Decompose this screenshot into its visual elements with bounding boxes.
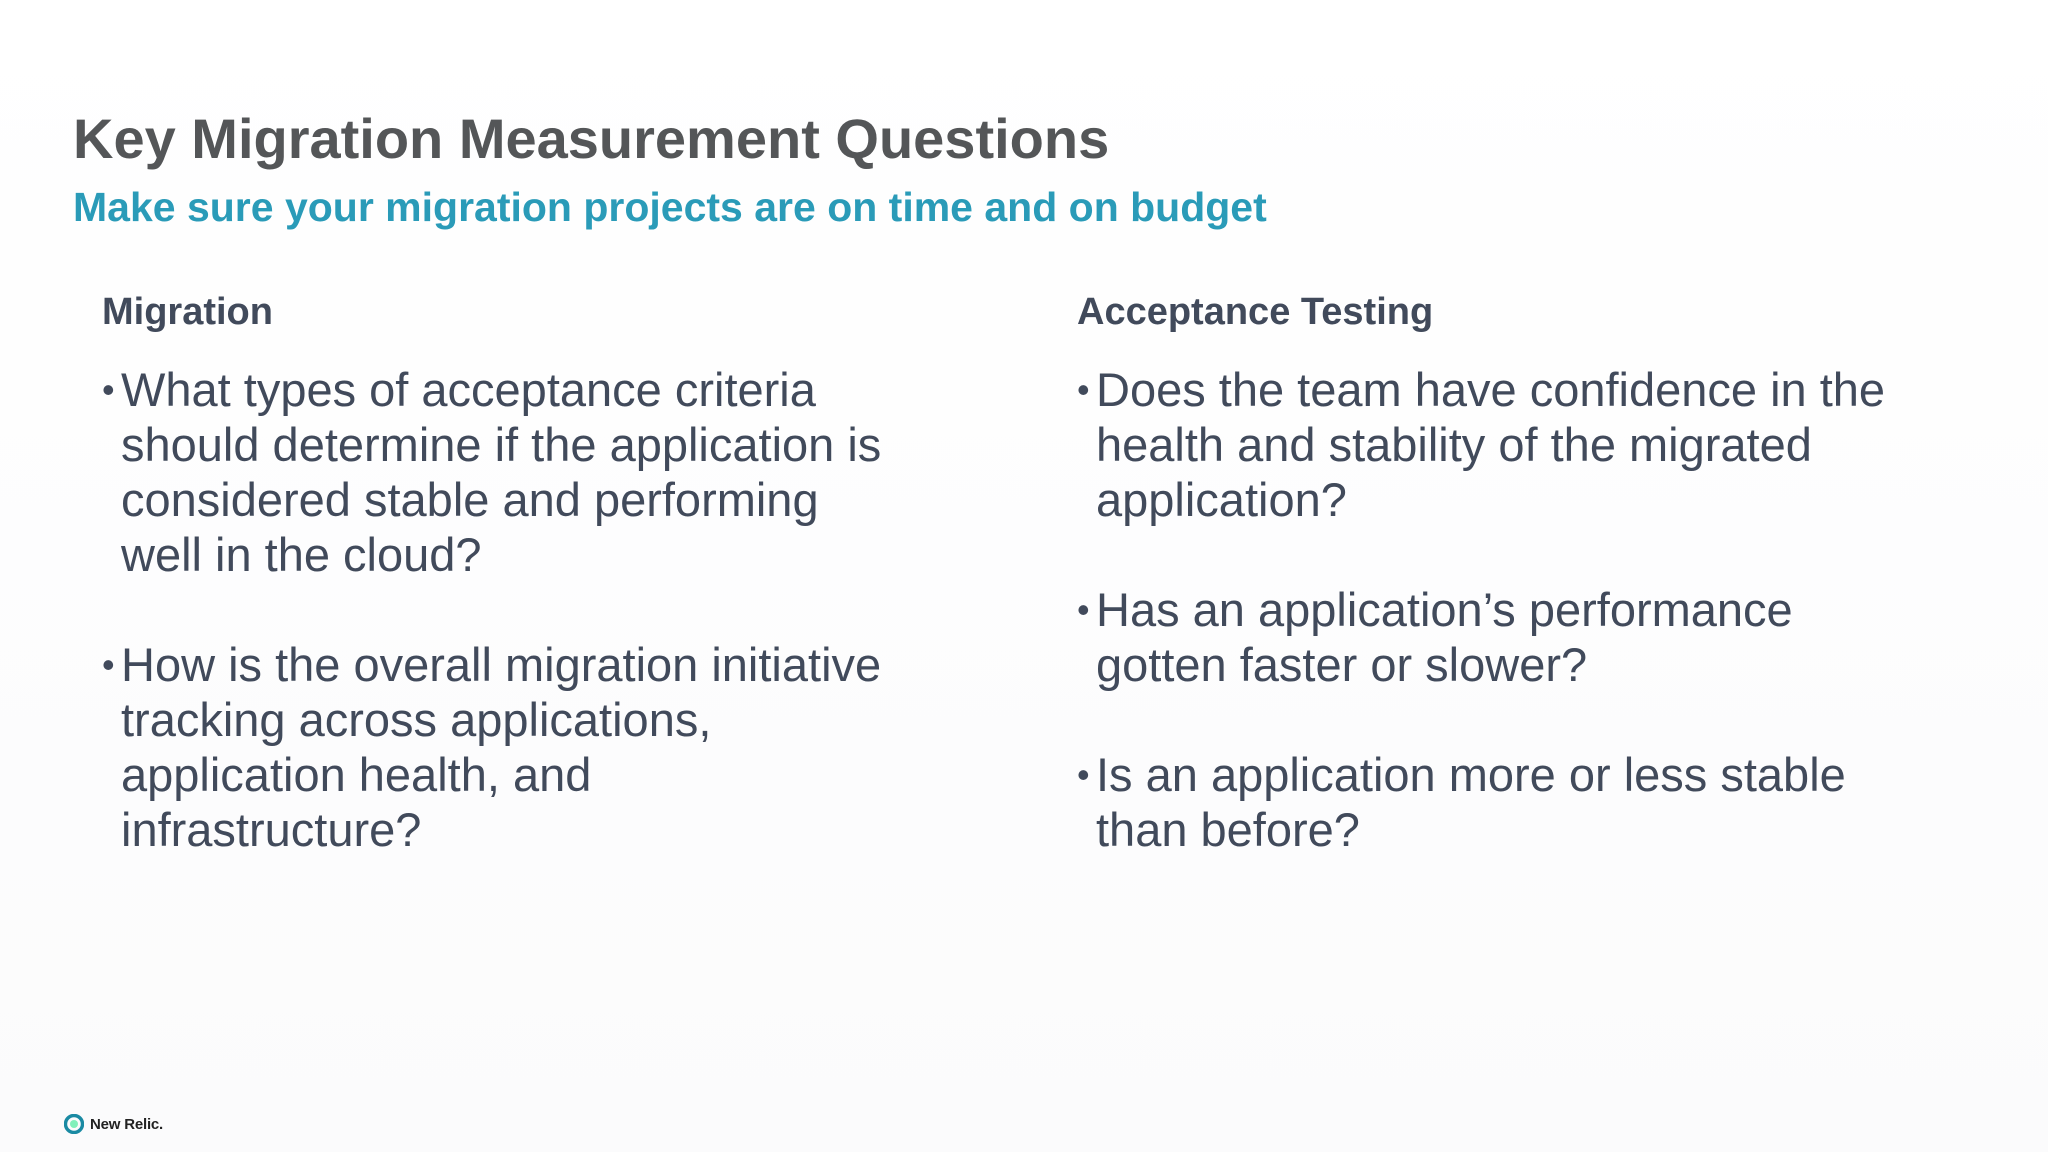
bullet-dot-icon: •: [102, 368, 115, 410]
migration-heading: Migration: [102, 291, 273, 333]
acceptance-testing-bullet-list: [1077, 362, 1957, 857]
slide-title: Key Migration Measurement Questions: [73, 107, 1110, 170]
bullet-item: [1077, 362, 1957, 527]
bullet-text: How is the overall migration initiative tracking across applications, application health, and infrastructure?: [121, 637, 882, 856]
bullet-item: [1077, 747, 1957, 857]
migration-column: [102, 292, 982, 912]
bullet-text: What types of acceptance criteria should determine if the application is considered stable and performing well in the cloud?: [121, 362, 882, 581]
acceptance-testing-column: [1077, 292, 1957, 912]
new-relic-logo-icon: [64, 1114, 84, 1134]
new-relic-logo: [64, 1114, 163, 1134]
bullet-item: [102, 637, 982, 857]
acceptance-testing-heading: Acceptance Testing: [1077, 291, 1434, 333]
bullet-text: Does the team have confidence in the health and stability of the migrated application?: [1096, 362, 1886, 526]
slide-subtitle: Make sure your migration projects are on time and on budget: [73, 184, 1267, 230]
bullet-dot-icon: •: [1077, 753, 1090, 795]
bullet-item: [1077, 582, 1957, 692]
migration-bullet-list: [102, 362, 982, 857]
bullet-text: Has an application’s performance gotten faster or slower?: [1096, 582, 1793, 691]
bullet-dot-icon: •: [1077, 588, 1090, 630]
bullet-item: [102, 362, 982, 582]
logo-text: New Relic.: [90, 1115, 164, 1133]
bullet-dot-icon: •: [1077, 368, 1090, 410]
bullet-text: Is an application more or less stable than before?: [1096, 747, 1846, 856]
bullet-dot-icon: •: [102, 643, 115, 685]
